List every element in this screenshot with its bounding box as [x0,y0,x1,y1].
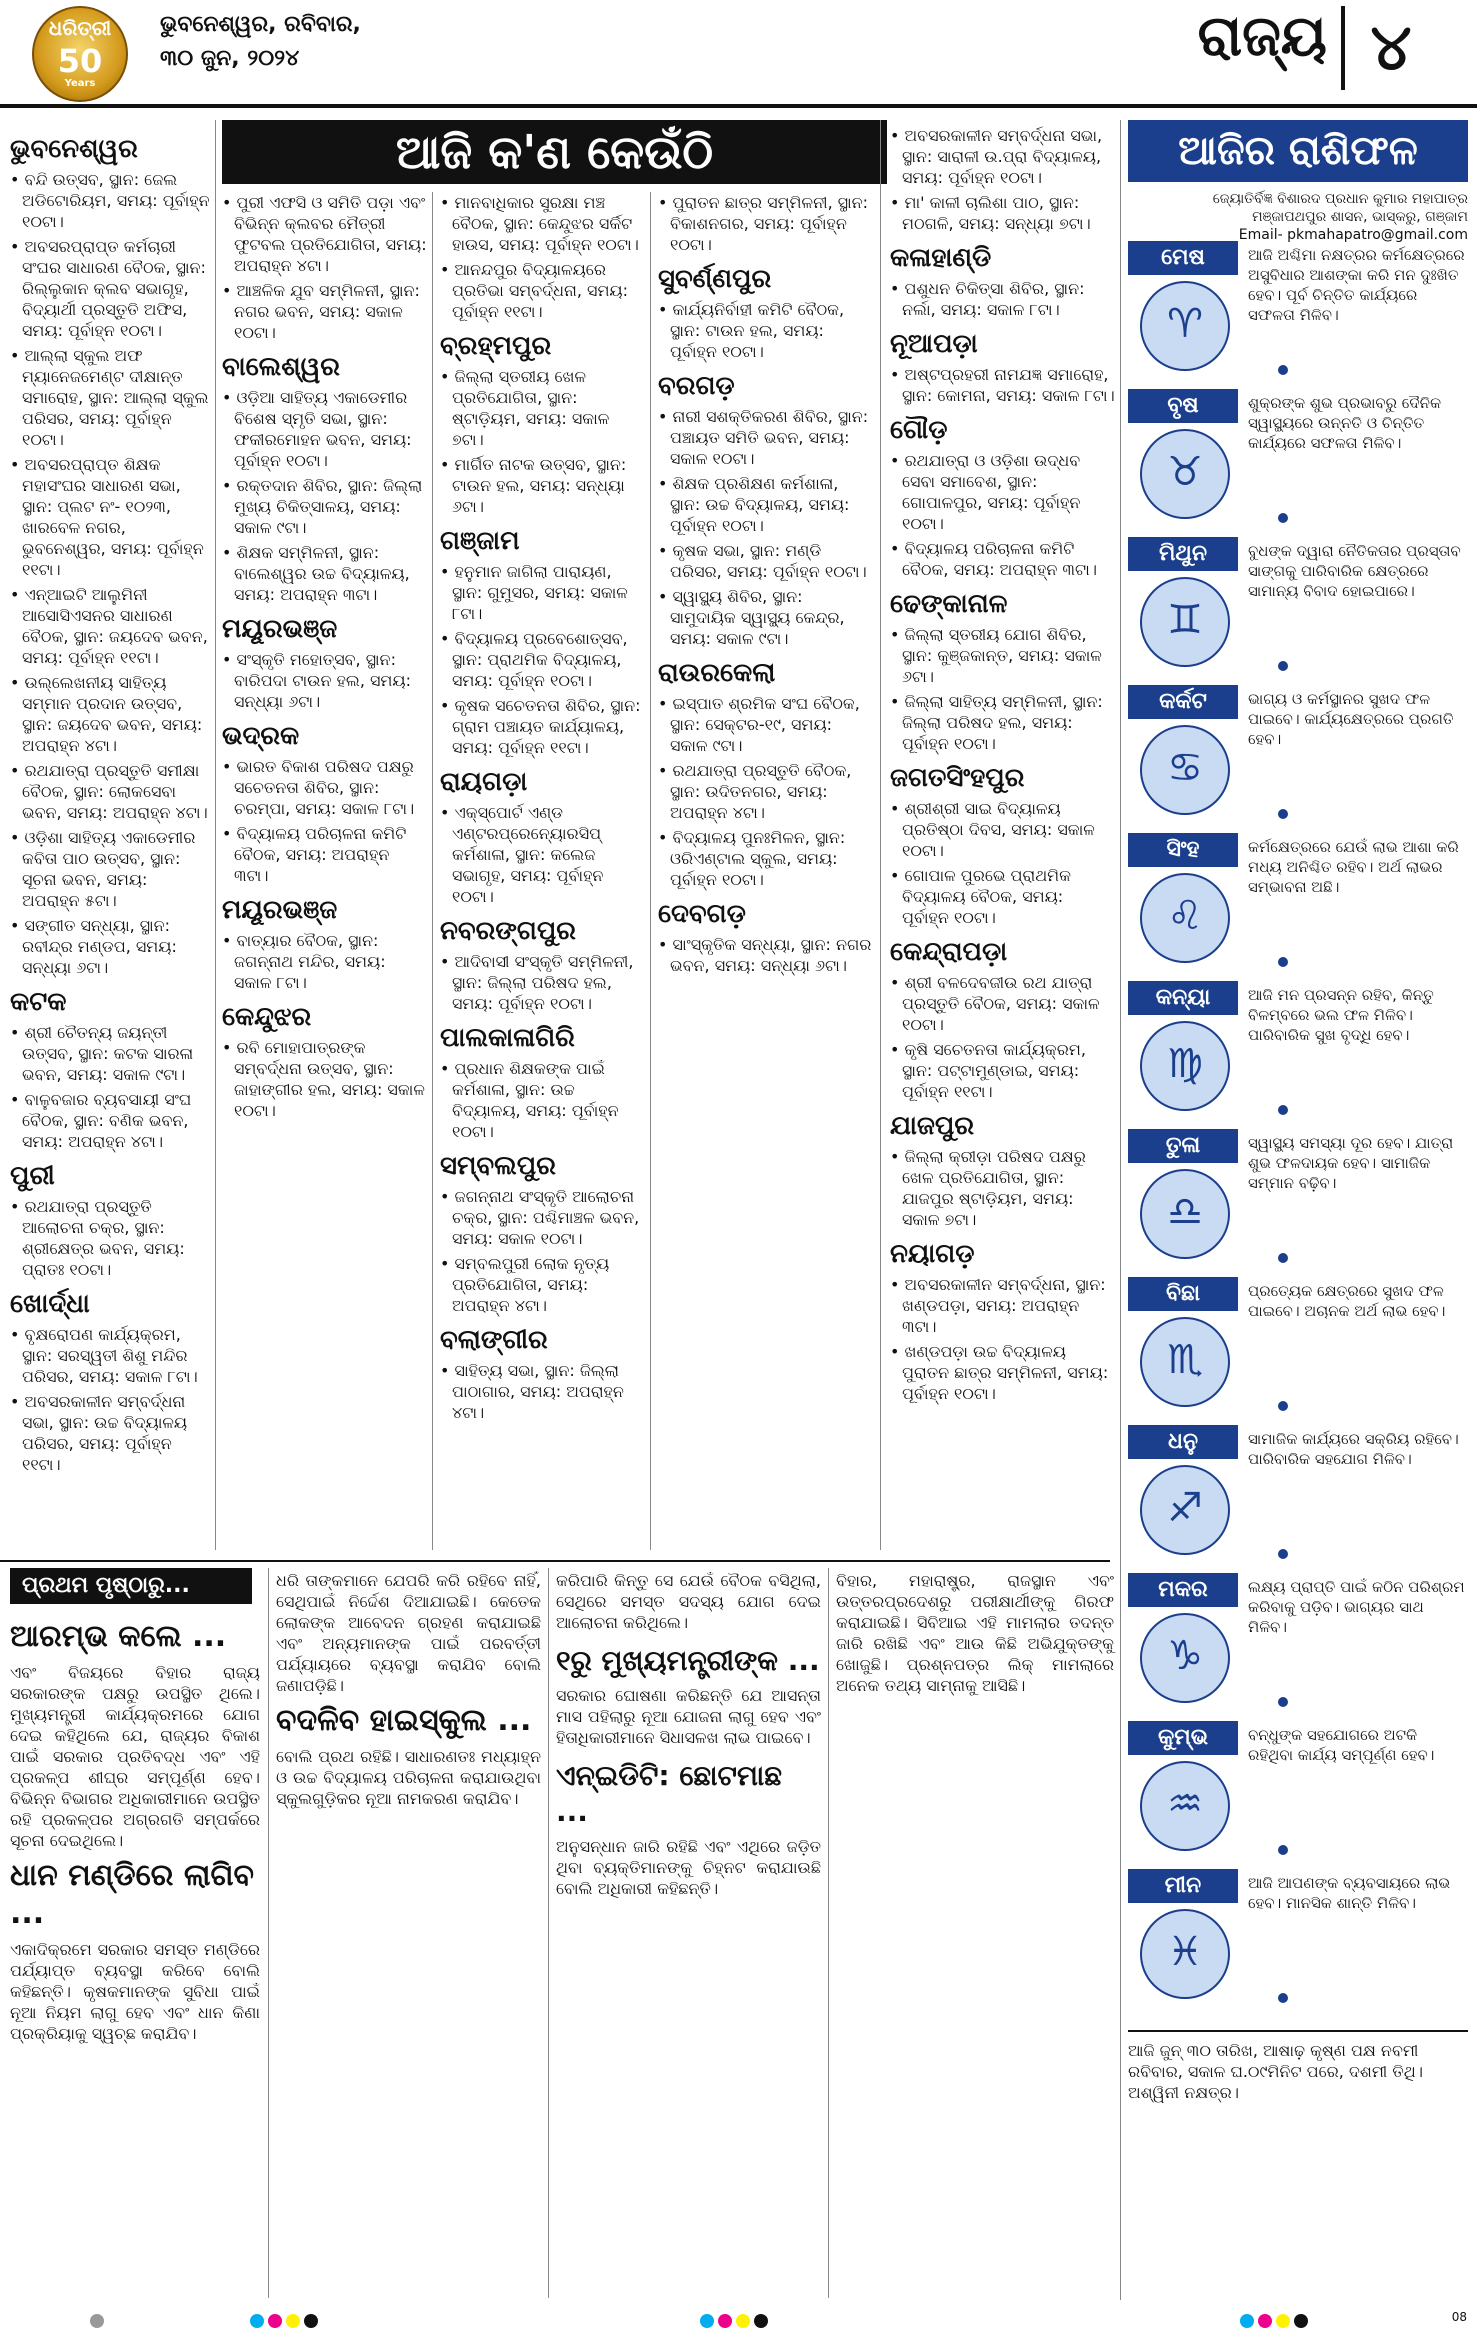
event-item: • ନାରୀ ସଶକ୍ତିକରଣ ଶିବିର, ସ୍ଥାନ: ପଞ୍ଚାୟତ ସମିତି ଭବନ, ସମୟ: ସକାଳ ୧୦ଟା। [658,406,873,469]
event-item: • ଜିଲ୍ଲା ସ୍ତରୀୟ ଖେଳ ପ୍ରତିଯୋଗିତା, ସ୍ଥାନ: ଷ୍ଟାଡ଼ିୟମ, ସମୟ: ସକାଳ ୭ଟା। [440,366,645,450]
district-heading: ଯାଜପୁର [890,1111,975,1141]
district-heading: ବଲାଙ୍ଗୀର [440,1325,548,1355]
district-heading: ନୂଆପଡ଼ା [890,329,978,359]
zodiac-icon [1140,873,1230,963]
horoscope-sign [1128,827,1468,967]
district-heading: ନୟାଗଡ଼ [890,1239,975,1269]
zodiac-icon [1140,1465,1230,1555]
registration-mark-icon [1240,2314,1254,2328]
events-column-5 [890,125,1115,1408]
story-headline: ୧ରୁ ମୁଖ୍ୟମନ୍ତ୍ରୀଙ୍କ ... [556,1644,820,1677]
zodiac-icon [1140,429,1230,519]
registration-mark-icon [1258,2314,1272,2328]
event-item: • ବିଦ୍ୟାଳୟ ପ୍ରବେଶୋତ୍ସବ, ସ୍ଥାନ: ପ୍ରାଥମିକ ବିଦ୍ୟାଳୟ, ସମୟ: ପୂର୍ବାହ୍ନ ୧୦ଟା। [440,628,645,691]
district-heading: ଭଦ୍ରକ [222,721,300,751]
event-item: • ଇସ୍ପାତ ଶ୍ରମିକ ସଂଘ ବୈଠକ, ସ୍ଥାନ: ସେକ୍ଟର-୧୯, ସମୟ: ସକାଳ ୯ଟା। [658,693,873,756]
horoscope-sign [1128,679,1468,819]
event-item: • କୃଷି ସଚେତନତା କାର୍ଯ୍ୟକ୍ରମ, ସ୍ଥାନ: ପଟ୍ଟାମୁଣ୍ଡାଇ, ସମୟ: ପୂର୍ବାହ୍ନ ୧୧ଟା। [890,1039,1115,1102]
horoscope-sign [1128,1715,1468,1855]
separator-dot-icon [1278,661,1288,671]
horoscope-sign [1128,1419,1468,1559]
zodiac-symbol-icon: ♉ [1167,449,1203,495]
event-item: • ଅବସରକାଳୀନ ସମ୍ବର୍ଦ୍ଧନା ସଭା, ସ୍ଥାନ: ଉଚ୍ଚ ବିଦ୍ୟାଳୟ ପରିସର, ସମୟ: ପୂର୍ବାହ୍ନ ୧୧ଟା। [10,1391,210,1475]
horoscope-sign [1128,1123,1468,1263]
event-item: • କୃଷକ ସଭା, ସ୍ଥାନ: ମଣ୍ଡି ପରିସର, ସମୟ: ପୂର୍ବାହ୍ନ ୧୦ଟା। [658,540,873,582]
event-item: • ଅବସରପ୍ରାପ୍ତ ଶିକ୍ଷକ ମହାସଂଘର ସାଧାରଣ ସଭା, ସ୍ଥାନ: ପ୍ଲଟ ନଂ- ୧୦୨୩, ଖାରବେଳ ନଗର, ଭୁବନେଶ୍ୱର, ସମୟ: ପୂର୍ବାହ୍ନ ୧୧ଟା। [10,454,210,580]
event-item: • ସ୍ୱାସ୍ଥ୍ୟ ଶିବିର, ସ୍ଥାନ: ସାମୁଦାୟିକ ସ୍ୱାସ୍ଥ୍ୟ କେନ୍ଦ୍ର, ସମୟ: ସକାଳ ୯ଟା। [658,586,873,649]
story-headline: ଏନ୍‌ଇଡିଟି: ଛୋଟମାଛ ... [556,1759,783,1828]
sign-prediction: କର୍ମକ୍ଷେତ୍ରରେ ଯେଉଁ ଲାଭ ଆଶା କରି ମଧ୍ୟ ଅନିଶ୍ଚିତ ରହିବ। ଅର୍ଥ ଲାଭର ସମ୍ଭାବନା ଅଛି। [1248,838,1459,896]
event-item: • ଏନ୍‌ଆଇଟି ଆଲୁମିନୀ ଆସୋସିଏସନର ସାଧାରଣ ବୈଠକ, ସ୍ଥାନ: ଜୟଦେବ ଭବନ, ସମୟ: ପୂର୍ବାହ୍ନ ୧୧ଟା। [10,584,210,668]
horoscope-sign [1128,1271,1468,1411]
event-item: • ରଥଯାତ୍ରା ପ୍ରସ୍ତୁତି ଆଲୋଚନା ଚକ୍ର, ସ୍ଥାନ: ଶ୍ରୀକ୍ଷେତ୍ର ଭବନ, ସମୟ: ପ୍ରାତଃ ୧୦ଟା। [10,1196,210,1280]
sign-prediction: ଭାଗ୍ୟ ଓ କର୍ମସ୍ଥାନର ସୁଖଦ ଫଳ ପାଇବେ। କାର୍ଯ୍ୟକ୍ଷେତ୍ରରେ ପ୍ରଗତି ହେବ। [1248,690,1454,748]
event-item: • ଜଗନ୍ନାଥ ସଂସ୍କୃତି ଆଲୋଚନା ଚକ୍ର, ସ୍ଥାନ: ପଶ୍ଚିମାଞ୍ଚଳ ଭବନ, ସମୟ: ସକାଳ ୧୦ଟା। [440,1186,645,1249]
event-item: • ସଙ୍ଗୀତ ସନ୍ଧ୍ୟା, ସ୍ଥାନ: ରବୀନ୍ଦ୍ର ମଣ୍ଡପ, ସମୟ: ସନ୍ଧ୍ୟା ୬ଟା। [10,915,210,978]
event-item: • ରବି ମୋହାପାତ୍ରଙ୍କ ସମ୍ବର୍ଦ୍ଧନା ଉତ୍ସବ, ସ୍ଥାନ: ଜାହାଙ୍ଗୀର ହଲ, ସମୟ: ସକାଳ ୧୦ଟା। [222,1037,427,1121]
event-item: • ବୃକ୍ଷରୋପଣ କାର୍ଯ୍ୟକ୍ରମ, ସ୍ଥାନ: ସରସ୍ୱତୀ ଶିଶୁ ମନ୍ଦିର ପରିସର, ସମୟ: ସକାଳ ୮ଟା। [10,1324,210,1387]
sign-name: ଧନୁ [1128,1425,1238,1459]
zodiac-icon [1140,1317,1230,1407]
zodiac-symbol-icon: ♍ [1167,1041,1203,1087]
story-column-2 [276,1570,541,1813]
event-item: • ବାଳୁବଜାର ବ୍ୟବସାୟୀ ସଂଘ ବୈଠକ, ସ୍ଥାନ: ବଣିକ ଭବନ, ସମୟ: ଅପରାହ୍ନ ୪ଟା। [10,1089,210,1152]
event-item: • ଅବସରକାଳୀନ ସମ୍ବର୍ଦ୍ଧନା, ସ୍ଥାନ: ଖଣ୍ଡପଡ଼ା, ସମୟ: ଅପରାହ୍ନ ୩ଟା। [890,1274,1115,1337]
district-heading: ରାୟଗଡ଼ା [440,767,528,797]
event-item: • ଆଲ୍ଲା ସ୍କୁଲ ଅଫ ମ୍ୟାନେଜମେଣ୍ଟ ଦୀକ୍ଷାନ୍ତ ସମାରୋହ, ସ୍ଥାନ: ଆଲ୍ଲା ସ୍କୁଲ ପରିସର, ସମୟ: ପୂର୍ବାହ୍ନ ୧୦ଟା। [10,345,210,450]
story-column-1 [10,1612,260,2048]
district-heading: ଦେବଗଡ଼ [658,899,746,929]
sign-name: ତୁଳା [1128,1129,1238,1163]
event-item: • ଶ୍ରୀ ବଳଦେବଜୀଉ ରଥ ଯାତ୍ରା ପ୍ରସ୍ତୁତି ବୈଠକ, ସମୟ: ସକାଳ ୧୦ଟା। [890,972,1115,1035]
event-item: • କାର୍ଯ୍ୟନିର୍ବାହୀ କମିଟି ବୈଠକ, ସ୍ଥାନ: ଟାଉନ ହଲ, ସମୟ: ପୂର୍ବାହ୍ନ ୧୦ଟା। [658,299,873,362]
separator-dot-icon [1278,1697,1288,1707]
dateline [160,8,361,76]
district-heading: ସୁବର୍ଣ୍ଣପୁର [658,264,772,294]
sign-name: ମେଷ [1128,241,1238,275]
registration-mark-icon [754,2314,768,2328]
district-heading: କଟକ [10,987,67,1017]
horoscope-sign [1128,235,1468,375]
sign-prediction: ଆଜି ଅଶ୍ଚିମା ନକ୍ଷତ୍ରର କର୍ମକ୍ଷେତ୍ରରେ ଅସୁବିଧାର ଆଶଙ୍କା କରି ମନ ଦୁଃଖିତ ହେବ। ପୂର୍ବ ଚିନ୍ତିତ କାର୍ଯ୍ୟରେ ସଫଳତା ମିଳିବ। [1248,246,1465,324]
event-item: • ରଥଯାତ୍ରା ପ୍ରସ୍ତୁତି ସମୀକ୍ଷା ବୈଠକ, ସ୍ଥାନ: ଲୋକସେବା ଭବନ, ସମୟ: ଅପରାହ୍ନ ୪ଟା। [10,760,210,823]
separator-dot-icon [1278,1845,1288,1855]
event-item: • ସାହିତ୍ୟ ସଭା, ସ୍ଥାନ: ଜିଲ୍ଲା ପାଠାଗାର, ସମୟ: ଅପରାହ୍ନ ୪ଟା। [440,1360,645,1423]
story-headline: ଆରମ୍ଭ କଲେ ... [10,1619,227,1654]
events-column-4 [658,192,873,980]
horoscope-sign [1128,1567,1468,1707]
event-item: • ଅବସରପ୍ରାପ୍ତ କର୍ମଚାରୀ ସଂଘର ସାଧାରଣ ବୈଠକ, ସ୍ଥାନ: ରିଲ୍ଲୁକାନ କ୍ଲବ ସଭାଗୃହ, ବିଦ୍ୟାର୍ଥୀ ପ୍ରସ୍ତୁତି ଅଫିସ, ସମୟ: ପୂର୍ବାହ୍ନ ୧୦ଟା। [10,236,210,341]
masthead-rule [0,104,1477,108]
event-item: • ବାତ୍ୟାର ବୈଠକ, ସ୍ଥାନ: ଜଗନ୍ନାଥ ମନ୍ଦିର, ସମୟ: ସକାଳ ୮ଟା। [222,930,427,993]
story-body: ଏକାଦିକ୍ରମେ ସରକାର ସମସ୍ତ ମଣ୍ଡିରେ ପର୍ଯ୍ୟାପ୍ତ ବ୍ୟବସ୍ଥା କରିବେ ବୋଲି କହିଛନ୍ତି। କୃଷକମାନଙ୍କ ସୁବିଧା ପାଇଁ ନୂଆ ନିୟମ ଲାଗୁ ହେବ ଏବଂ ଧାନ କିଣା ପ୍ରକ୍ରିୟାକୁ ସ୍ୱଚ୍ଛ କରାଯିବ। [10,1940,260,2043]
column-divider [650,192,651,1550]
registration-mark-icon [286,2314,300,2328]
separator-dot-icon [1278,957,1288,967]
district-heading: ମୟୂରଭଞ୍ଜ [222,895,338,925]
event-item: • ଶ୍ରୀଶ୍ରୀ ସାଇ ବିଦ୍ୟାଳୟ ପ୍ରତିଷ୍ଠା ଦିବସ, ସମୟ: ସକାଳ ୧୦ଟା। [890,798,1115,861]
author-email: Email- pkmahapatro@gmail.com [1238,227,1468,243]
separator-dot-icon [1278,1105,1288,1115]
zodiac-symbol-icon: ♒ [1167,1781,1203,1827]
separator-dot-icon [1278,365,1288,375]
masthead [0,0,1477,118]
zodiac-icon [1140,281,1230,371]
page-number: ୪ [1341,6,1437,90]
event-item: • ମାର୍ଗିତ ନାଟକ ଉତ୍ସବ, ସ୍ଥାନ: ଟାଉନ ହଲ, ସମୟ: ସନ୍ଧ୍ୟା ୬ଟା। [440,454,645,517]
events-column-3 [440,192,645,1427]
zodiac-icon [1140,1021,1230,1111]
separator-dot-icon [1278,1401,1288,1411]
lower-section-rule [0,1560,1110,1562]
story-column-3 [556,1570,821,1903]
sign-name: କୁମ୍ଭ [1128,1721,1238,1755]
sign-prediction: ଲକ୍ଷ୍ୟ ପ୍ରାପ୍ତି ପାଇଁ କଠିନ ପରିଶ୍ରମ କରିବାକୁ ପଡ଼ିବ। ଭାଗ୍ୟର ସାଥ ମିଳିବ। [1248,1578,1465,1636]
events-column-2 [222,192,427,1125]
sign-prediction: ସାମାଜିକ କାର୍ଯ୍ୟରେ ସକ୍ରିୟ ରହିବେ। ପାରିବାରିକ ସହଯୋଗ ମିଳିବ। [1248,1430,1459,1468]
story-body: ବିହାର, ମହାରାଷ୍ଟ୍ର, ରାଜସ୍ଥାନ ଏବଂ ଉତ୍ତରପ୍ରଦେଶରୁ ପରୀକ୍ଷାର୍ଥୀଙ୍କୁ ଗିରଫ କରାଯାଇଛି। ସିବିଆଇ ଏହି ମାମଲାର ତଦନ୍ତ ଜାରି ରଖିଛି ଏବଂ ଆଉ କିଛି ଅଭିଯୁକ୍ତଙ୍କୁ ଖୋଜୁଛି। ପ୍ରଶ୍ନପତ୍ର ଲିକ୍ ମାମଲାରେ ଅନେକ ତଥ୍ୟ ସାମ୍ନାକୁ ଆସିଛି। [836,1571,1114,1695]
zodiac-symbol-icon: ♑ [1167,1633,1203,1679]
registration-mark-icon [1294,2314,1308,2328]
sign-name: କର୍କଟ [1128,685,1238,719]
zodiac-icon [1140,577,1230,667]
event-item: • ସଂସ୍କୃତି ମହୋତ୍ସବ, ସ୍ଥାନ: ବାରିପଦା ଟାଉନ ହଲ, ସମୟ: ସନ୍ଧ୍ୟା ୬ଟା। [222,649,427,712]
zodiac-icon [1140,1909,1230,1999]
event-item: • ଜିଲ୍ଲା ସ୍ତରୀୟ ଯୋଗ ଶିବିର, ସ୍ଥାନ: କୁଞ୍ଜକାନ୍ତ, ସମୟ: ସକାଳ ୬ଟା। [890,624,1115,687]
event-item: • ସାଂସ୍କୃତିକ ସନ୍ଧ୍ୟା, ସ୍ଥାନ: ନଗର ଭବନ, ସମୟ: ସନ୍ଧ୍ୟା ୬ଟା। [658,934,873,976]
story-headline: ବଦଳିବ ହାଇସ୍କୁଲ ... [276,1703,532,1738]
registration-mark-icon [304,2314,318,2328]
column-divider [1120,120,1121,2300]
print-footer [0,2306,1477,2336]
separator-dot-icon [1278,1253,1288,1263]
sign-name: କନ୍ୟା [1128,981,1238,1015]
event-item: • ପ୍ରଧାନ ଶିକ୍ଷକଙ୍କ ପାଇଁ କର୍ମଶାଳା, ସ୍ଥାନ: ଉଚ୍ଚ ବିଦ୍ୟାଳୟ, ସମୟ: ପୂର୍ବାହ୍ନ ୧୦ଟା। [440,1058,645,1142]
event-item: • ଶିକ୍ଷକ ସମ୍ମିଳନୀ, ସ୍ଥାନ: ବାଲେଶ୍ୱର ଉଚ୍ଚ ବିଦ୍ୟାଳୟ, ସମୟ: ଅପରାହ୍ନ ୩ଟା। [222,542,427,605]
sign-prediction: ଶୁକ୍ରଙ୍କ ଶୁଭ ପ୍ରଭାବରୁ ଦୈନିକ ସ୍ୱାସ୍ଥ୍ୟରେ ଉନ୍ନତି ଓ ଚିନ୍ତିତ କାର୍ଯ୍ୟରେ ସଫଳତା ମିଳିବ। [1248,394,1442,452]
registration-mark-icon [90,2314,104,2328]
district-heading: ନବରଙ୍ଗପୁର [440,916,577,946]
event-item: • ଆଦିବାସୀ ସଂସ୍କୃତି ସମ୍ମିଳନୀ, ସ୍ଥାନ: ଜିଲ୍ଲା ପରିଷଦ ହଲ, ସମୟ: ପୂର୍ବାହ୍ନ ୧୦ଟା। [440,951,645,1014]
district-heading: କଳାହାଣ୍ଡି [890,243,992,273]
folio: 08 [1451,2310,1467,2324]
event-item: • ଅବସରକାଳୀନ ସମ୍ବର୍ଦ୍ଧନା ସଭା, ସ୍ଥାନ: ସାରାଳୀ ଉ.ପ୍ରା ବିଦ୍ୟାଳୟ, ସମୟ: ପୂର୍ବାହ୍ନ ୧୦ଟା। [890,125,1115,188]
registration-mark-icon [250,2314,264,2328]
horoscope-sign [1128,1863,1468,2003]
sign-name: ସିଂହ [1128,833,1238,867]
zodiac-icon [1140,725,1230,815]
sign-name: ବିଛା [1128,1277,1238,1311]
registration-mark-icon [268,2314,282,2328]
event-item: • ଜିଲ୍ଲା ସାହିତ୍ୟ ସମ୍ମିଳନୀ, ସ୍ଥାନ: ଜିଲ୍ଲା ପରିଷଦ ହଲ, ସମୟ: ପୂର୍ବାହ୍ନ ୧୦ଟା। [890,691,1115,754]
district-heading: ବ୍ରହ୍ମପୁର [440,331,552,361]
separator-dot-icon [1278,1549,1288,1559]
event-item: • ଏକ୍ସ୍‌ପୋର୍ଟ ଏଣ୍ଡ ଏଣ୍ଟରପ୍ରେନ୍ୟୋରସିପ୍ କର୍ମଶାଳା, ସ୍ଥାନ: କଲେଜ ସଭାଗୃହ, ସମୟ: ପୂର୍ବାହ୍ନ ୧୦ଟା। [440,802,645,907]
column-divider [432,192,433,1550]
district-heading: ମୟୂରଭଞ୍ଜ [222,614,338,644]
sign-prediction: ବୁଧଙ୍କ ଦ୍ୱାରା ନୈତିକତାର ପ୍ରସ୍ତାବ ସାଙ୍ଗକୁ ପାରିବାରିକ କ୍ଷେତ୍ରରେ ସାମାନ୍ୟ ବିବାଦ ହୋଇପାରେ। [1248,542,1461,600]
story-body: ସରକାର ଘୋଷଣା କରିଛନ୍ତି ଯେ ଆସନ୍ତା ମାସ ପହିଲାରୁ ନୂଆ ଯୋଜନା ଲାଗୁ ହେବ ଏବଂ ହିତାଧିକାରୀମାନେ ସିଧାସଳଖ ଲାଭ ପାଇବେ। [556,1686,821,1747]
logo-years-label: Years [64,78,96,89]
zodiac-symbol-icon: ♊ [1167,597,1203,643]
event-item: • ସମ୍ବଲପୁରୀ ଲୋକ ନୃତ୍ୟ ପ୍ରତିଯୋଗିତା, ସମୟ: ଅପରାହ୍ନ ୪ଟା। [440,1253,645,1316]
sign-name: ମକର [1128,1573,1238,1607]
horoscope-sign [1128,975,1468,1115]
event-item: • ରକ୍ତଦାନ ଶିବିର, ସ୍ଥାନ: ଜିଲ୍ଲା ମୁଖ୍ୟ ଚିକିତ୍ସାଳୟ, ସମୟ: ସକାଳ ୯ଟା। [222,475,427,538]
sign-prediction: ପ୍ରତ୍ୟେକ କ୍ଷେତ୍ରରେ ସୁଖଦ ଫଳ ପାଇବେ। ଅଚାନକ ଅର୍ଥ ଲାଭ ହେବ। [1248,1282,1446,1320]
district-heading: ରାଉରକେଲା [658,658,776,688]
story-headline: ଧାନ ମଣ୍ଡିରେ ଲାଗିବ ... [10,1858,254,1931]
author-name: ଜ୍ୟୋତିର୍ବିଜ୍ଞ ବିଶାରଦ ପ୍ରଧାନ କୁମାର ମହାପାତ୍ର [1212,191,1468,207]
event-item: • ରଥଯାତ୍ରା ପ୍ରସ୍ତୁତି ବୈଠକ, ସ୍ଥାନ: ଉଦିତନଗର, ସମୟ: ଅପରାହ୍ନ ୪ଟା। [658,760,873,823]
zodiac-symbol-icon: ♐ [1167,1485,1203,1531]
event-item: • ପୁରୀ ଏଫସି ଓ ସମିତି ପଡ଼ା ଏବଂ ବିଭିନ୍ନ କ୍ଲବର ମୈତ୍ରୀ ଫୁଟବଲ ପ୍ରତିଯୋଗିତା, ସମୟ: ଅପରାହ୍ନ ୪ଟା। [222,192,427,276]
column-divider [268,1568,269,2298]
district-heading: ଜଗତସିଂହପୁର [890,763,1025,793]
author-address: ମଞ୍ଜାପଥପୁର ଶାସନ, ଭାସ୍କରୁ, ଗଞ୍ଜାମ [1252,209,1468,225]
district-heading: ଗୌଡ଼ [890,415,948,445]
district-heading: ବରଗଡ଼ [658,371,735,401]
registration-mark-icon [736,2314,750,2328]
section-title: ରାଜ୍ୟ [1197,4,1327,69]
zodiac-symbol-icon: ♏ [1167,1337,1203,1383]
zodiac-symbol-icon: ♌ [1167,893,1203,939]
event-item: • ବିଦ୍ୟାଳୟ ପରିଚାଳନା କମିଟି ବୈଠକ, ସମୟ: ଅପରାହ୍ନ ୩ଟା। [890,538,1115,580]
event-item: • ଆଞ୍ଚଳିକ ଯୁବ ସମ୍ମିଳନୀ, ସ୍ଥାନ: ନଗର ଭବନ, ସମୟ: ସକାଳ ୧୦ଟା। [222,280,427,343]
registration-mark-icon [700,2314,714,2328]
logo-anniversary-number: 50 [57,42,103,80]
issue-date: ୩୦ ଜୁନ, ୨୦୨୪ [160,46,300,71]
district-heading: ଢେଙ୍କାନାଳ [890,589,1008,619]
event-item: • ରଥଯାତ୍ରା ଓ ଓଡ଼ିଶା ଉଦ୍ଧବ ସେବା ସମାବେଶ, ସ୍ଥାନ: ଗୋପାଳପୁର, ସମୟ: ପୂର୍ବାହ୍ନ ୧୦ଟା। [890,450,1115,534]
event-item: • ଉଲ୍ଲେଖନୀୟ ସାହିତ୍ୟ ସମ୍ମାନ ପ୍ରଦାନ ଉତ୍ସବ, ସ୍ଥାନ: ଜୟଦେବ ଭବନ, ସମୟ: ଅପରାହ୍ନ ୪ଟା। [10,672,210,756]
story-body: କରିପାରି କିନ୍ତୁ ସେ ଯେଉଁ ବୈଠକ ବସିଥିଲା, ସେଥିରେ ସମସ୍ତ ସଦସ୍ୟ ଯୋଗ ଦେଇ ଆଲୋଚନା କରିଥିଲେ। [556,1571,821,1632]
separator-dot-icon [1278,1993,1288,2003]
district-heading: ସମ୍ବଲପୁର [440,1151,556,1181]
sign-name: ମିଥୁନ [1128,537,1238,571]
event-item: • ଓଡ଼ିଶା ସାହିତ୍ୟ ଏକାଡେମୀର କବିତା ପାଠ ଉତ୍ସବ, ସ୍ଥାନ: ସୂଚନା ଭବନ, ସମୟ: ଅପରାହ୍ନ ୫ଟା। [10,827,210,911]
story-body: ଅନୁସନ୍ଧାନ ଜାରି ରହିଛି ଏବଂ ଏଥିରେ ଜଡ଼ିତ ଥିବା ବ୍ୟକ୍ତିମାନଙ୍କୁ ଚିହ୍ନଟ କରାଯାଉଛି ବୋଲି ଅଧିକାରୀ କହିଛନ୍ତି। [556,1837,821,1898]
zodiac-icon [1140,1613,1230,1703]
event-item: • ବନ୍ଦି ଉତ୍ସବ, ସ୍ଥାନ: ଜେଲ ଅଡିଟୋରିୟମ, ସମୟ: ପୂର୍ବାହ୍ନ ୧୦ଟା। [10,169,210,232]
event-item: • ଭାରତ ବିକାଶ ପରିଷଦ ପକ୍ଷରୁ ସଚେତନତା ଶିବିର, ସ୍ଥାନ: ଚରମ୍ପା, ସମୟ: ସକାଳ ୮ଟା। [222,756,427,819]
event-item: • କୃଷକ ସଚେତନତା ଶିବିର, ସ୍ଥାନ: ଗ୍ରାମ ପଞ୍ଚାୟତ କାର୍ଯ୍ୟାଳୟ, ସମୟ: ପୂର୍ବାହ୍ନ ୧୧ଟା। [440,695,645,758]
continued-from-front-tag: ପ୍ରଥମ ପୃଷ୍ଠାରୁ... [10,1568,252,1604]
zodiac-icon [1140,1761,1230,1851]
events-column-1 [10,125,210,1479]
zodiac-symbol-icon: ♈ [1167,301,1203,347]
district-heading: କେନ୍ଦ୍ରାପଡ଼ା [890,937,1008,967]
column-divider [548,1568,549,2298]
district-heading: ଗଞ୍ଜାମ [440,526,520,556]
district-heading: ପାଲକାଳାଗିରି [440,1023,575,1053]
district-heading: କେନ୍ଦୁଝର [222,1002,312,1032]
event-item: • ମାନବାଧିକାର ସୁରକ୍ଷା ମଞ୍ଚ ବୈଠକ, ସ୍ଥାନ: କେନ୍ଦୁଝର ସର୍କିଟ ହାଉସ, ସମୟ: ପୂର୍ବାହ୍ନ ୧୦ଟା। [440,192,645,255]
column-divider [828,1568,829,2298]
district-heading: ଭୁବନେଶ୍ୱର [10,134,138,164]
panchang-text: ଆଜି ଜୁନ୍ ୩୦ ତାରିଖ, ଆଷାଢ଼ କୃଷ୍ଣ ପକ୍ଷ ନବମୀ ରବିବାର, ସକାଳ ଘ.୦୯ମିନିଟ ପରେ, ଦଶମୀ ତିଥି। ଅଶ୍ୱିନୀ ନକ୍ଷତ୍ର। [1128,2030,1468,2103]
district-heading: ପୁରୀ [10,1161,55,1191]
story-column-4 [836,1570,1114,1700]
district-heading: ବାଲେଶ୍ୱର [222,352,340,382]
column-divider [880,120,881,1550]
event-item: • ଖଣ୍ଡପଡ଼ା ଉଚ୍ଚ ବିଦ୍ୟାଳୟ ପୁରାତନ ଛାତ୍ର ସମ୍ମିଳନୀ, ସମୟ: ପୂର୍ବାହ୍ନ ୧୦ଟା। [890,1341,1115,1404]
horoscope-header: ଆଜିର ରାଶିଫଳ [1128,120,1468,182]
horoscope-sign [1128,531,1468,671]
district-heading: ଖୋର୍ଦ୍ଧା [10,1289,90,1319]
event-item: • ଶିକ୍ଷକ ପ୍ରଶିକ୍ଷଣ କର୍ମଶାଳା, ସ୍ଥାନ: ଉଚ୍ଚ ବିଦ୍ୟାଳୟ, ସମୟ: ପୂର୍ବାହ୍ନ ୧୦ଟା। [658,473,873,536]
zodiac-symbol-icon: ♋ [1167,745,1203,791]
sign-prediction: ଆଜି ଆପଣଙ୍କ ବ୍ୟବସାୟରେ ଲାଭ ହେବ। ମାନସିକ ଶାନ୍ତି ମିଳିବ। [1248,1874,1451,1912]
event-item: • ପୁରାତନ ଛାତ୍ର ସମ୍ମିଳନୀ, ସ୍ଥାନ: ବିକାଶନଗର, ସମୟ: ପୂର୍ବାହ୍ନ ୧୦ଟା। [658,192,873,255]
city-day: ଭୁବନେଶ୍ୱର, ରବିବାର, [160,12,361,37]
zodiac-icon [1140,1169,1230,1259]
event-item: • ହନୁମାନ ଜାଗିଲା ପାରାୟଣ, ସ୍ଥାନ: ଗୁମୁସର, ସମୟ: ସକାଳ ୮ଟା। [440,561,645,624]
zodiac-symbol-icon: ♓ [1167,1929,1203,1975]
zodiac-symbol-icon: ♎ [1167,1189,1203,1235]
sign-prediction: ସ୍ୱାସ୍ଥ୍ୟ ସମସ୍ୟା ଦୂର ହେବ। ଯାତ୍ରା ଶୁଭ ଫଳଦାୟକ ହେବ। ସାମାଜିକ ସମ୍ମାନ ବଢ଼ିବ। [1248,1134,1454,1192]
separator-dot-icon [1278,809,1288,819]
event-item: • ଜିଲ୍ଲା କ୍ରୀଡ଼ା ପରିଷଦ ପକ୍ଷରୁ ଖେଳ ପ୍ରତିଯୋଗିତା, ସ୍ଥାନ: ଯାଜପୁର ଷ୍ଟାଡ଼ିୟମ, ସମୟ: ସକାଳ ୭ଟା। [890,1146,1115,1230]
event-item: • ବିଦ୍ୟାଳୟ ପୁନଃମିଳନ, ସ୍ଥାନ: ଓରିଏଣ୍ଟାଲ ସ୍କୁଲ, ସମୟ: ପୂର୍ବାହ୍ନ ୧୦ଟା। [658,827,873,890]
event-item: • ପଶୁଧନ ଚିକିତ୍ସା ଶିବିର, ସ୍ଥାନ: ନର୍ଲା, ସମୟ: ସକାଳ ୮ଟା। [890,278,1115,320]
sign-name: ମୀନ [1128,1869,1238,1903]
story-body: ଏବଂ ବିଜୟରେ ବିହାର ରାଜ୍ୟ ସରକାରଙ୍କ ପକ୍ଷରୁ ଉପସ୍ଥିତ ଥିଲେ। ମୁଖ୍ୟମନ୍ତ୍ରୀ କାର୍ଯ୍ୟକ୍ରମରେ ଯୋଗ ଦେଇ କହିଥିଲେ ଯେ, ରାଜ୍ୟର ବିକାଶ ପାଇଁ ସରକାର ପ୍ରତିବଦ୍ଧ ଏବଂ ଏହି ପ୍ରକଳ୍ପ ଶୀଘ୍ର ସମ୍ପୂର୍ଣ୍ଣ ହେବ। ବିଭିନ୍ନ ବିଭାଗର ଅଧିକାରୀମାନେ ଉପସ୍ଥିତ ରହି ପ୍ରକଳ୍ପର ଅଗ୍ରଗତି ସମ୍ପର୍କରେ ସୂଚନା ଦେଇଥିଲେ। [10,1663,260,1850]
event-item: • ଆନନ୍ଦପୁର ବିଦ୍ୟାଳୟରେ ପ୍ରତିଭା ସମ୍ବର୍ଦ୍ଧନା, ସମୟ: ପୂର୍ବାହ୍ନ ୧୧ଟା। [440,259,645,322]
event-item: • ମା' କାଳୀ ଚାଲିଶା ପାଠ, ସ୍ଥାନ: ମଠଗଳି, ସମୟ: ସନ୍ଧ୍ୟା ୭ଟା। [890,192,1115,234]
newspaper-logo [32,6,128,102]
column-divider [215,120,216,1550]
event-item: • ବିଦ୍ୟାଳୟ ପରିଚାଳନା କମିଟି ବୈଠକ, ସମୟ: ଅପରାହ୍ନ ୩ଟା। [222,823,427,886]
separator-dot-icon [1278,513,1288,523]
sign-name: ବୃଷ [1128,389,1238,423]
event-item: • ଶ୍ରୀ ଚୈତନ୍ୟ ଜୟନ୍ତୀ ଉତ୍ସବ, ସ୍ଥାନ: କଟକ ସାରଳା ଭବନ, ସମୟ: ସକାଳ ୯ଟା। [10,1022,210,1085]
events-banner: ଆଜି କ'ଣ କେଉଁଠି [222,120,887,184]
sign-prediction: ବନ୍ଧୁଙ୍କ ସହଯୋଗରେ ଅଟକି ରହିଥିବା କାର୍ଯ୍ୟ ସମ୍ପୂର୍ଣ୍ଣ ହେବ। [1248,1726,1435,1764]
horoscope-sign [1128,383,1468,523]
sign-prediction: ଆଜି ମନ ପ୍ରସନ୍ନ ରହିବ, କିନ୍ତୁ ବିଳମ୍ବରେ ଭଲ ଫଳ ମିଳିବ। ପାରିବାରିକ ସୁଖ ବୃଦ୍ଧି ହେବ। [1248,986,1434,1044]
story-body: ବୋଲି ପ୍ରଥ ରହିଛି। ସାଧାରଣତଃ ମଧ୍ୟାହ୍ନ ଓ ଉଚ୍ଚ ବିଦ୍ୟାଳୟ ପରିଚାଳନା କରାଯାଉଥିବା ସ୍କୁଲଗୁଡ଼ିକର ନୂଆ ନାମକରଣ କରାଯିବ। [276,1747,541,1808]
event-item: • ଅଷ୍ଟପ୍ରହରୀ ନାମଯଜ୍ଞ ସମାରୋହ, ସ୍ଥାନ: କୋମନା, ସମୟ: ସକାଳ ୮ଟା। [890,364,1115,406]
registration-mark-icon [1276,2314,1290,2328]
story-body: ଧରି ତାଙ୍କମାନେ ଯେପରି କରି ରହିବେ ନାହିଁ, ସେଥିପାଇଁ ନିର୍ଦ୍ଦେଶ ଦିଆଯାଇଛି। କେତେକ ଲୋକଙ୍କ ଆବେଦନ ଗ୍ରହଣ କରାଯାଇଛି ଏବଂ ଅନ୍ୟମାନଙ୍କ ପାଇଁ ପରବର୍ତ୍ତୀ ପର୍ଯ୍ୟାୟରେ ବ୍ୟବସ୍ଥା କରାଯିବ ବୋଲି ଜଣାପଡ଼ିଛି। [276,1571,541,1695]
logo-name: ଧରିତ୍ରୀ [48,16,112,40]
event-item: • ଗୋପାଳ ପୁରଭେ ପ୍ରାଥମିକ ବିଦ୍ୟାଳୟ ବୈଠକ, ସମୟ: ପୂର୍ବାହ୍ନ ୧୦ଟା। [890,865,1115,928]
registration-mark-icon [718,2314,732,2328]
event-item: • ଓଡ଼ିଆ ସାହିତ୍ୟ ଏକାଡେମୀର ବିଶେଷ ସ୍ମୃତି ସଭା, ସ୍ଥାନ: ଫକୀରମୋହନ ଭବନ, ସମୟ: ପୂର୍ବାହ୍ନ ୧୦ଟା। [222,387,427,471]
